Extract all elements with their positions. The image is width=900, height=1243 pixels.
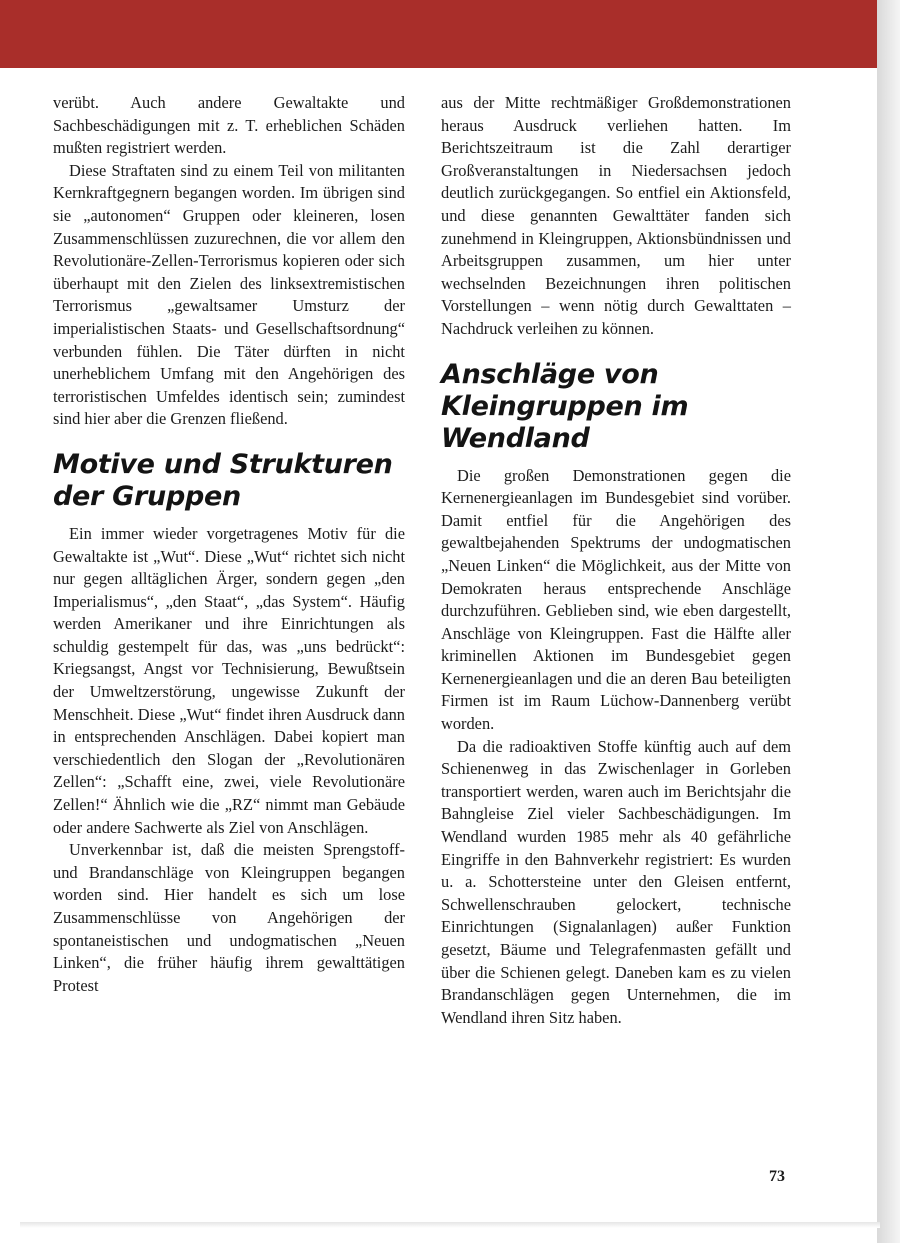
page-bottom-shadow xyxy=(20,1222,880,1228)
left-column xyxy=(53,92,405,997)
right-column xyxy=(441,92,791,1029)
header-color-band xyxy=(0,0,877,68)
section-heading-motive: Motive und Strukturen der Gruppen xyxy=(53,448,393,512)
paragraph: Da die radioaktiven Stoffe künftig auch auf dem Schienenweg in das Zwischenlager in Gorleben transportiert werden, waren auch im Berichtsjahr die Bahngleise Ziel vieler Sachbeschädigungen. Im Wendland wurden 1985 mehr als 40 gefährliche Eingriffe in den Bahnverkehr registriert: Es wurden u. a. Schottersteine unter den Gleisen entfernt, Schwellenschrauben gelockert, technische Einrichtungen (Signalanlagen) außer Funktion gesetzt, Bäume und Telegrafenmasten gefällt und über die Schienen gelegt. Daneben kam es zu vielen Brandanschlägen gegen Unternehmen, die im Wendland ihren Sitz haben. xyxy=(441,736,791,1027)
paragraph: Ein immer wieder vorgetragenes Motiv für die Gewaltakte ist „Wut“. Diese „Wut“ richtet sich nicht nur gegen alltäglichen Ärger, sondern gegen „den Imperialismus“, „den Staat“, „das System“. Häufig werden Amerikaner und ihre Einrichtungen als schuldig gestempelt für das, was „uns bedrückt“: Kriegsangst, Angst vor Technisierung, Bewußtsein der Umweltzerstörung, ungewisse Zukunft der Menschheit. Diese „Wut“ findet ihren Ausdruck dann in entsprechenden Anschlägen. Dabei kopiert man verschiedentlich den Slogan der „Revolutionären Zellen“: „Schafft eine, zwei, viele Revolutionäre Zellen!“ Ähnlich wie die „RZ“ nimmt man Gebäude oder andere Sachwerte als Ziel von Anschlägen. xyxy=(53,523,405,837)
paragraph: Diese Straftaten sind zu einem Teil von militanten Kernkraftgegnern begangen worden. Im übrigen sind sie „autonomen“ Gruppen oder kleineren, losen Zusammenschlüssen zuzurechnen, die vor allem den Revolutionäre-Zellen-Terrorismus kopieren oder sich überhaupt mit den Zielen des linksextremistischen Terrorismus „gewaltsamer Umsturz der imperialistischen Staats- und Gesellschaftsordnung“ verbunden fühlen. Die Täter dürften in nicht unerheblichem Umfang mit den Angehörigen des terroristischen Umfeldes identisch sein; zumindest sind hier aber die Grenzen fließend. xyxy=(53,160,405,429)
section-heading-anschlaege: Anschläge von Kleingruppen im Wendland xyxy=(441,358,689,454)
paragraph: Die großen Demonstrationen gegen die Kernenergieanlagen im Bundesgebiet sind vorüber. Damit entfiel für die Angehörigen des gewaltbejahenden Spektrums der undogmatischen „Neuen Linken“ die Möglichkeit, aus der Mitte von Demokraten heraus entsprechende Anschläge durchzuführen. Geblieben sind, wie eben dargestellt, Anschläge von Kleingruppen. Fast die Hälfte aller kriminellen Aktionen im Bundesgebiet gegen Kernenergieanlagen und die an deren Bau beteiligten Firmen ist im Raum Lüchow-Dannenberg verübt worden. xyxy=(441,465,791,734)
page-number: 73 xyxy=(769,1168,785,1185)
paragraph: Unverkennbar ist, daß die meisten Sprengstoff- und Brandanschläge von Kleingruppen begangen worden sind. Hier handelt es sich um lose Zusammenschlüsse von Angehörigen der spontaneistischen und undogmatischen „Neuen Linken“, die früher häufig ihrem gewalttätigen Protest xyxy=(53,840,405,995)
paragraph: aus der Mitte rechtmäßiger Großdemonstrationen heraus Ausdruck verliehen hatten. Im Berichtszeitraum ist die Zahl derartiger Großveranstaltungen in Niedersachsen jedoch deutlich zurückgegangen. So entfiel ein Aktionsfeld, und diese genannten Gewalttäter fanden sich zunehmend in Kleingruppen, Aktionsbündnissen und Arbeitsgruppen zusammen, um hier unter wechselnden Bezeichnungen ihren politischen Vorstellungen – wenn nötig durch Gewalttaten – Nachdruck verleihen zu können. xyxy=(441,93,791,338)
paragraph: verübt. Auch andere Gewaltakte und Sachbeschädigungen mit z. T. erheblichen Schäden mußten registriert werden. xyxy=(53,93,405,158)
page-edge-shadow xyxy=(877,0,900,1243)
